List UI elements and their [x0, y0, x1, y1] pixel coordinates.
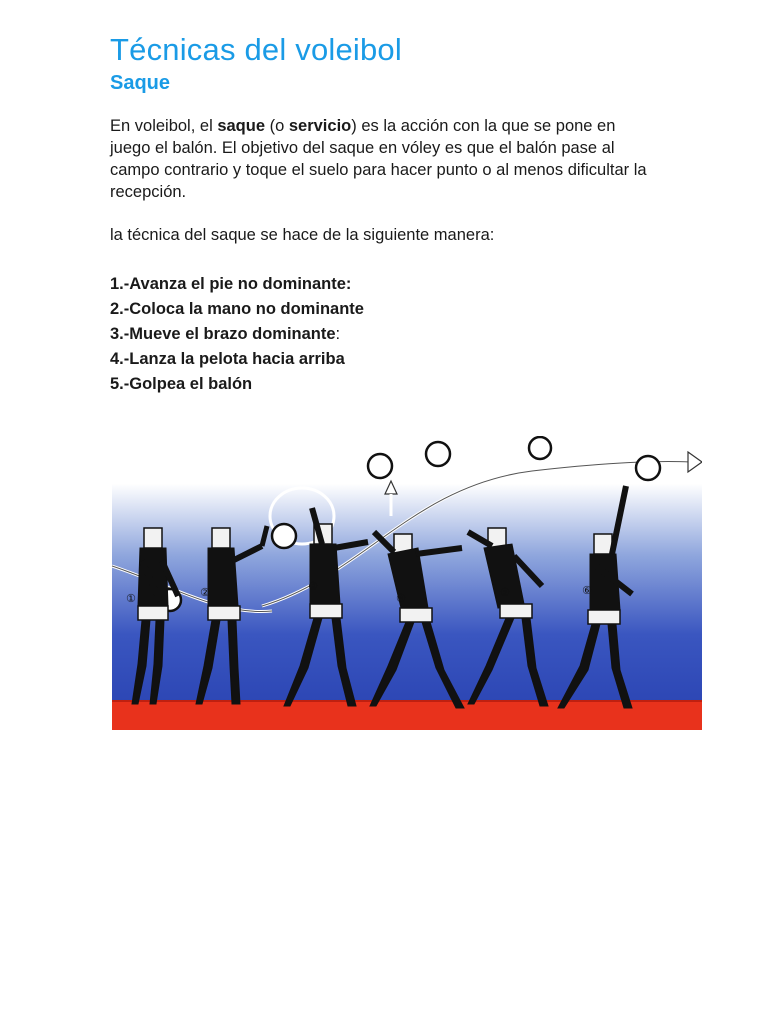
- intro-text-2: (o: [265, 117, 289, 135]
- figure-label: ③: [308, 580, 318, 593]
- step-item: 1.-Avanza el pie no dominante:: [110, 275, 352, 293]
- page-subtitle: Saque: [110, 72, 171, 94]
- figure-label: ⑤: [500, 586, 510, 599]
- serve-technique-illustration: [112, 436, 702, 730]
- figure-label: ⑥: [582, 584, 592, 597]
- step-item: 2.-Coloca la mano no dominante: [110, 300, 364, 318]
- step-item: 4.-Lanza la pelota hacia arriba: [110, 350, 345, 368]
- figure-label: ④: [396, 592, 406, 605]
- figure-label: ①: [126, 592, 136, 605]
- step-item: 5.-Golpea el balón: [110, 375, 253, 393]
- intro-paragraph: [110, 115, 650, 203]
- step-item: 3.-Mueve el brazo dominante:: [110, 325, 341, 343]
- intro-text-1: En voleibol, el: [110, 117, 218, 135]
- figure-label: ②: [200, 586, 210, 599]
- intro-text-3: ) es la acción con la que se pone en juego el balón. El objetivo del saque en vóley es que el balón pase al campo contrario y toque el suelo para hacer punto o al menos dificultar la recepción.: [110, 117, 647, 201]
- intro-bold-saque: saque: [217, 117, 266, 135]
- floor: [112, 701, 702, 730]
- steps-lead: la técnica del saque se hace de la siguiente manera:: [110, 226, 495, 244]
- page-title: Técnicas del voleibol: [110, 32, 402, 67]
- intro-bold-servicio: servicio: [288, 117, 352, 135]
- steps-list: [110, 272, 364, 397]
